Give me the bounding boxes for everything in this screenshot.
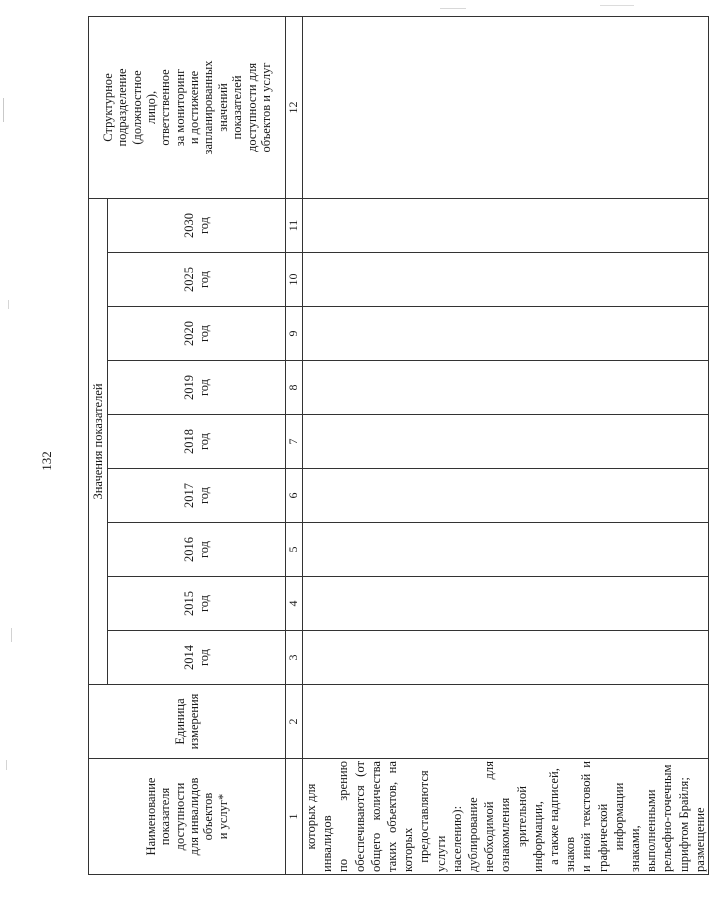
value-cell-2014 — [303, 631, 709, 685]
rotated-table-container — [88, 60, 707, 875]
unit-value-cell — [303, 685, 709, 759]
header-year-2030: 2030 год — [108, 198, 286, 252]
header-year-2015: 2015 год — [108, 577, 286, 631]
value-cell-2020 — [303, 307, 709, 361]
responsible-unit-cell — [303, 16, 709, 198]
value-cell-2016 — [303, 523, 709, 577]
scan-artifact — [8, 300, 9, 309]
column-number: 3 — [286, 631, 303, 685]
column-number: 4 — [286, 577, 303, 631]
indicator-text-line: которых для инвалидов — [304, 783, 335, 872]
value-cell-2025 — [303, 253, 709, 307]
header-unit: Единица измерения — [89, 685, 286, 759]
column-number: 8 — [286, 361, 303, 415]
table-frame — [88, 60, 707, 872]
indicator-description-cell — [303, 759, 709, 875]
column-number: 12 — [286, 16, 303, 198]
column-number: 6 — [286, 469, 303, 523]
scan-artifact — [6, 760, 7, 770]
value-cell-2018 — [303, 415, 709, 469]
indicator-text-line: таких объектов, на — [385, 761, 400, 872]
scan-artifact — [440, 8, 466, 9]
header-indicator-values: Значения показателей — [89, 198, 108, 684]
column-number: 7 — [286, 415, 303, 469]
scan-artifact — [600, 5, 634, 6]
value-cell-2019 — [303, 361, 709, 415]
column-number: 5 — [286, 523, 303, 577]
page-number: 132 — [39, 451, 54, 471]
header-year-2014: 2014 год — [108, 631, 286, 685]
indicator-text-line: шрифтом Брайля; — [676, 777, 691, 872]
column-number: 1 — [286, 759, 303, 875]
indicator-text-line: и иной текстовой и — [579, 761, 594, 872]
indicator-text-line: общего количества — [368, 761, 383, 872]
header-year-2017: 2017 год — [108, 469, 286, 523]
indicator-text-line: дублирование — [466, 797, 481, 872]
indicator-text-line: необходимой для — [482, 761, 497, 872]
header-year-2018: 2018 год — [108, 415, 286, 469]
indicator-text-line: которых — [401, 827, 416, 872]
indicator-text-line: ознакомления — [498, 797, 513, 872]
column-number: 9 — [286, 307, 303, 361]
column-number: 10 — [286, 253, 303, 307]
scan-artifact — [3, 98, 4, 122]
header-year-2016: 2016 год — [108, 523, 286, 577]
value-cell-2017 — [303, 469, 709, 523]
value-cell-2015 — [303, 577, 709, 631]
indicator-text-line: размещение — [692, 807, 707, 872]
indicator-text-line: по зрению — [336, 761, 351, 872]
indicator-text-line: информации знаками, — [611, 782, 643, 872]
indicator-text-line: населению): — [449, 805, 464, 872]
indicator-text-line: предоставляются услуги — [417, 770, 448, 872]
value-cell-2030 — [303, 198, 709, 252]
column-number: 11 — [286, 198, 303, 252]
header-year-2025: 2025 год — [108, 253, 286, 307]
indicator-text-line: а также надписей, знаков — [547, 768, 578, 872]
header-year-2019: 2019 год — [108, 361, 286, 415]
scan-artifact — [11, 628, 12, 642]
header-year-2020: 2020 год — [108, 307, 286, 361]
indicator-text-line: зрительной информации, — [514, 786, 545, 872]
indicator-text-line: выполненными — [644, 789, 659, 872]
header-indicator-name: Наименование показателя доступности для инвалидов объектов и услуг* — [89, 759, 286, 875]
accessibility-indicators-table — [88, 16, 709, 875]
indicator-text-line: обеспечиваются (от — [352, 761, 367, 872]
column-number: 2 — [286, 685, 303, 759]
indicator-text-line: рельефно-точечным — [660, 764, 675, 872]
indicator-text-line: графической — [595, 803, 610, 872]
header-responsible-unit: Структурное подразделение (должностное лицо), ответственное за мониторинг и достижение запланированных значений показателей доступности для объектов и услуг — [89, 16, 286, 198]
